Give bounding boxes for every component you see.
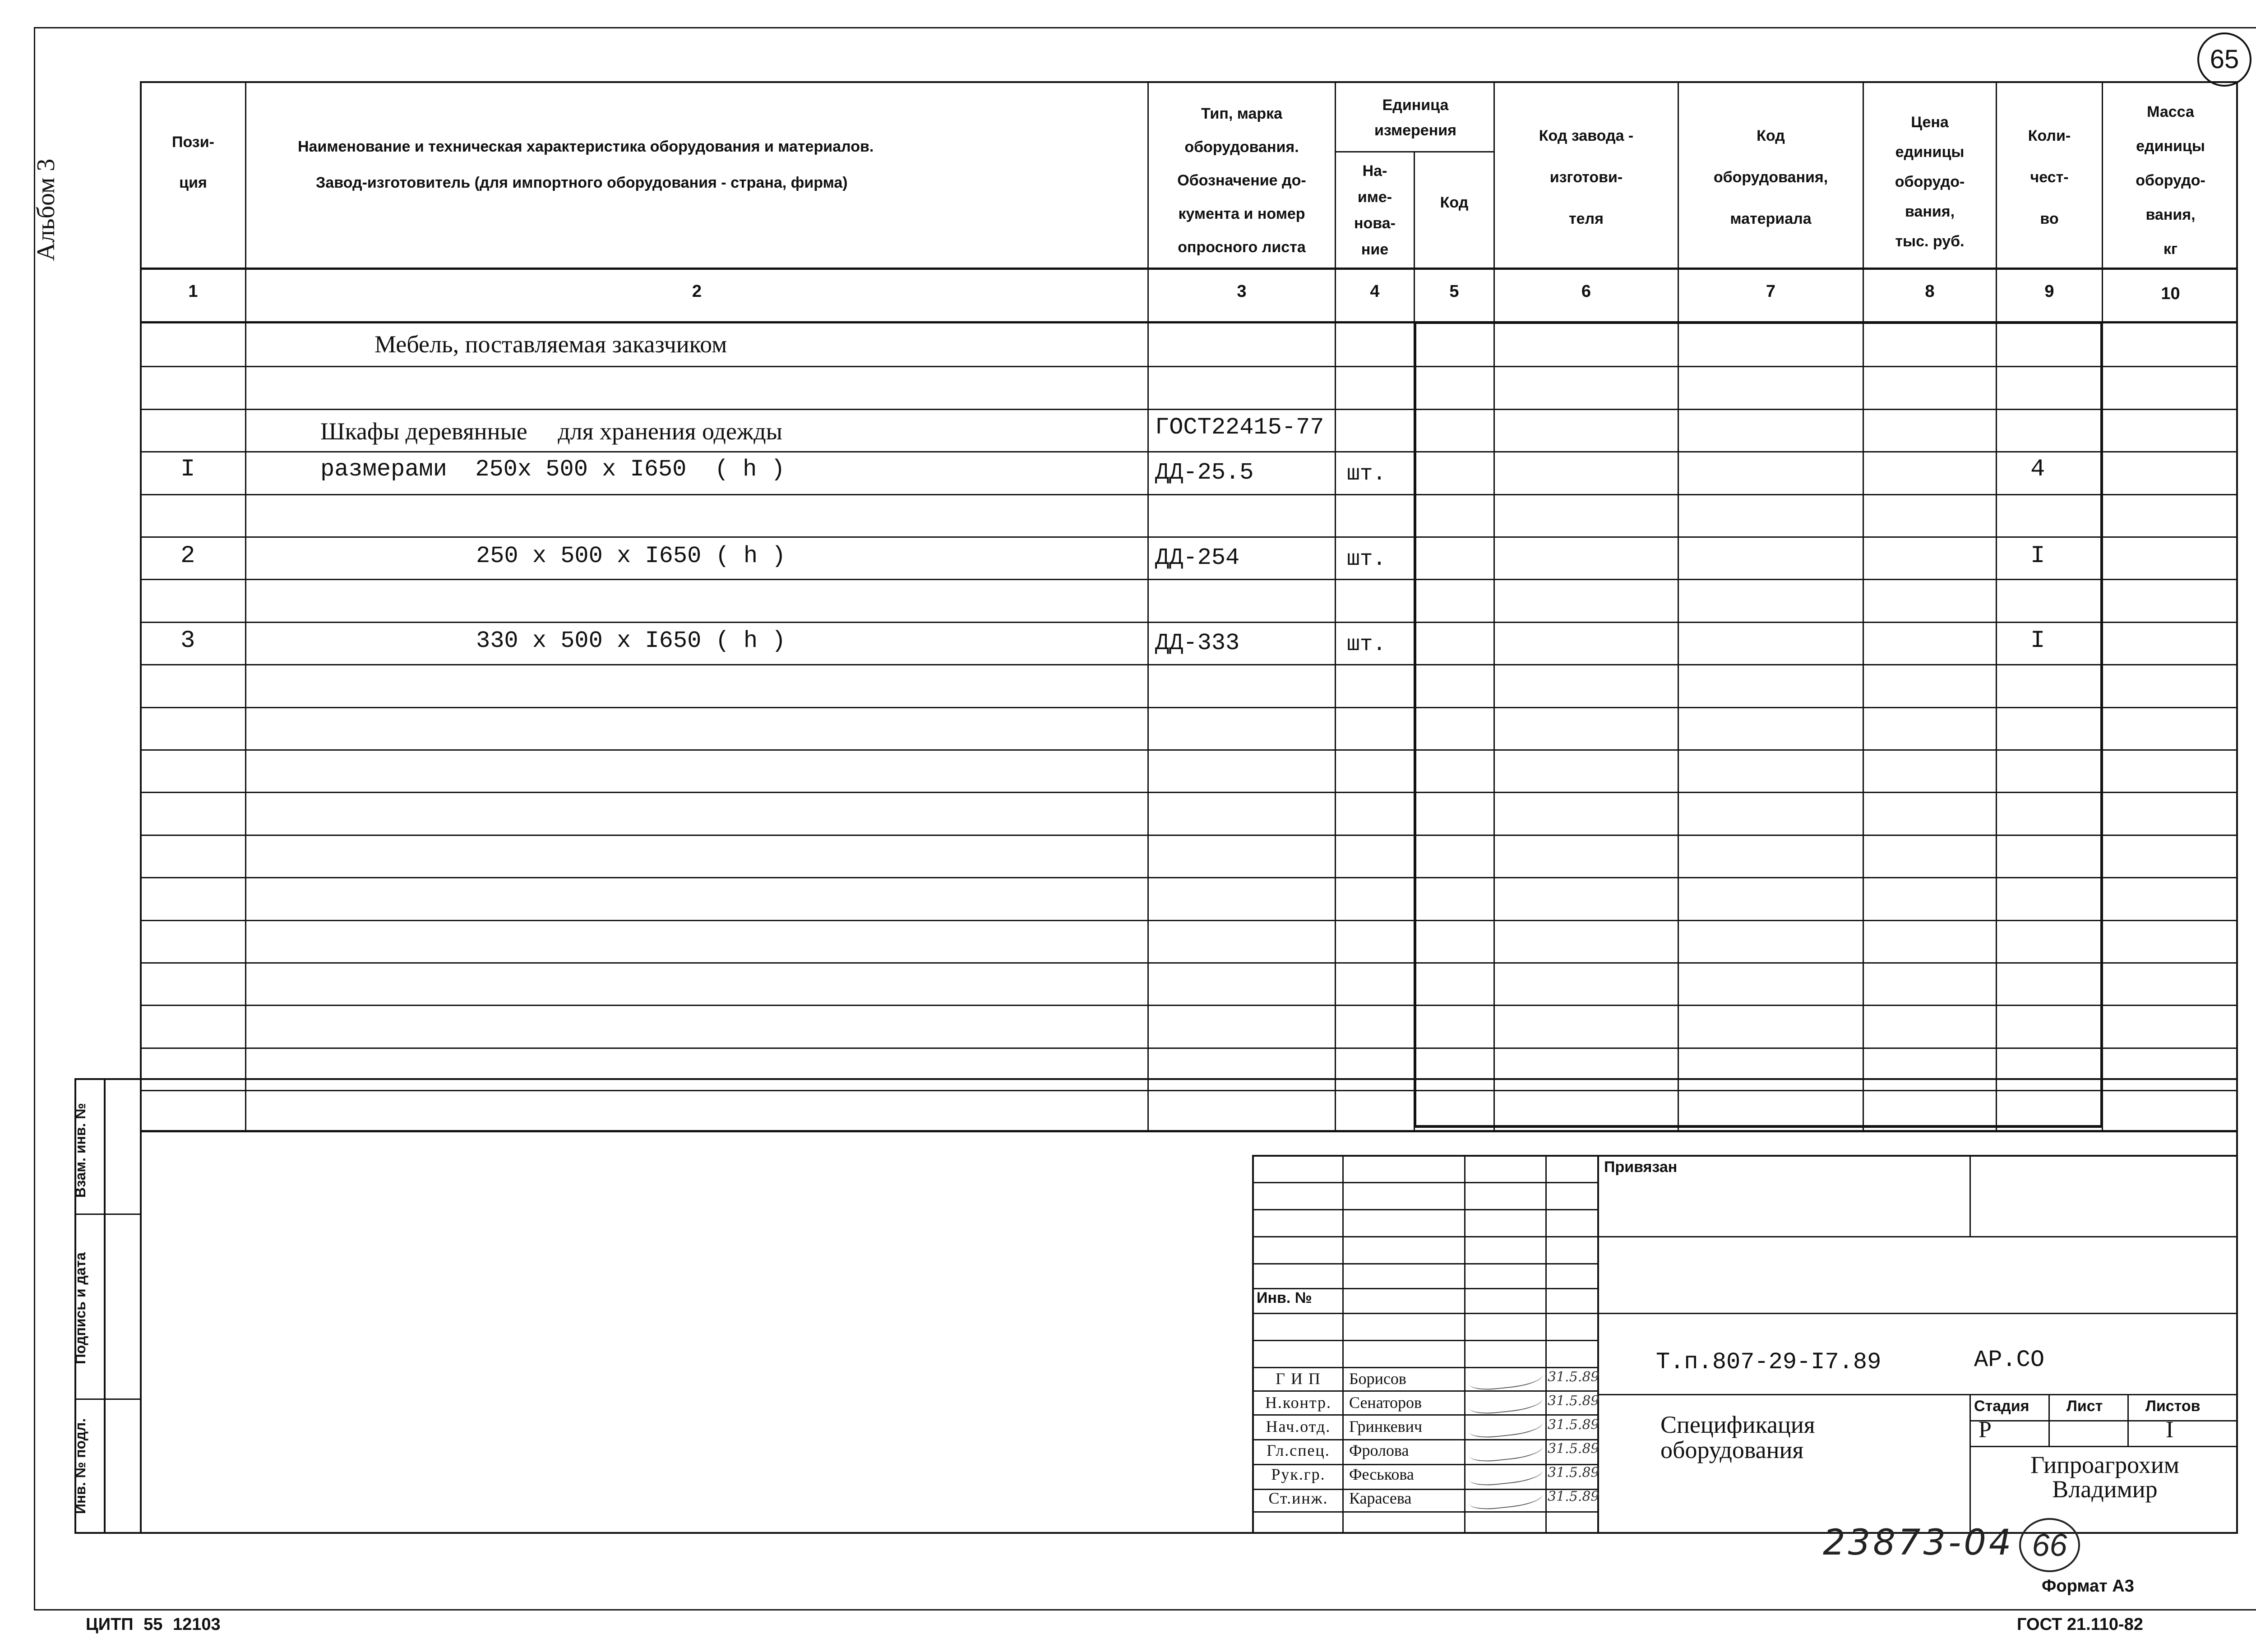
hdr-col10-l1: Масса [2147, 103, 2194, 120]
staff-role: Н.контр. [1265, 1394, 1332, 1412]
side-inv-podl: Инв. № подл. [72, 1418, 88, 1514]
row-8-type: ДД-333 [1155, 630, 1240, 656]
tb-title [1660, 1412, 1815, 1463]
hdr-col8 [1864, 107, 1996, 256]
row-8-unit: шт. [1347, 632, 1386, 657]
format-label: Формат А3 [2042, 1577, 2134, 1596]
tb-privyazan: Привязан [1604, 1158, 1678, 1176]
tb-sheets: I [2166, 1417, 2174, 1443]
hdr-col5 [1415, 194, 1493, 212]
row-6-unit: шт. [1347, 547, 1386, 572]
row-line [140, 366, 2238, 367]
staff-name: Фролова [1349, 1441, 1409, 1459]
hdr-col2-l1: Наименование и техническая характеристика оборудования и материалов. [298, 138, 874, 155]
hdr-col3-l5: опросного листа [1178, 239, 1306, 256]
colnum-9: 9 [2044, 282, 2054, 301]
tb-title-l2: оборудования [1660, 1436, 1804, 1463]
tb-right-h1 [1597, 1236, 2238, 1237]
hdr-col10-l3: оборудо- [2136, 172, 2205, 189]
hdr-col6-l3: теля [1569, 210, 1604, 227]
side-stamp-divider [104, 1078, 106, 1534]
bold-area-cols-5-9 [1414, 321, 2103, 1128]
title-block-grid-line [1252, 1511, 1599, 1513]
row-3-type: ГОСТ22415-77 [1155, 414, 1324, 441]
tb-stage-header: Стадия [1974, 1398, 2029, 1415]
colnum-1: 1 [188, 282, 198, 301]
hdr-col8-l1: Цена [1911, 114, 1949, 131]
hdr-col4 [1336, 158, 1414, 263]
staff-name: Борисов [1349, 1370, 1406, 1388]
hdr-col5-l1: Код [1440, 194, 1469, 211]
row-line [140, 536, 2238, 538]
row-line [140, 579, 2238, 580]
tb-stage-v1 [2048, 1394, 2050, 1446]
row-8-name: 330 х 500 х I650 ( h ) [476, 628, 786, 654]
staff-role: Рук.гр. [1271, 1465, 1326, 1483]
hdr-unit-l2: измерения [1374, 122, 1456, 139]
staff-date: 31.5.89 [1548, 1465, 1600, 1481]
hdr-col10 [2103, 95, 2238, 266]
hdr-col3-l2: оборудования. [1184, 138, 1299, 156]
colnum-10: 10 [2161, 284, 2180, 303]
hdr-col6 [1495, 115, 1678, 240]
staff-date: 31.5.89 [1548, 1369, 1600, 1385]
staff-role: Нач.отд. [1266, 1417, 1331, 1435]
handwritten-number: 23873-04 [1823, 1523, 2014, 1563]
tb-org [1972, 1453, 2238, 1501]
hdr-col8-l2: единицы [1895, 143, 1965, 161]
title-block-grid-line [1252, 1414, 1599, 1416]
row-line [140, 707, 2238, 708]
row-4-unit: шт. [1347, 462, 1386, 486]
header-bottom-line [140, 268, 2238, 270]
row-1-name: Мебель, поставляемая заказчиком [374, 331, 727, 358]
title-block-grid-line [1252, 1313, 1599, 1314]
hdr-col9-l1: Коли- [2028, 127, 2071, 144]
hdr-col3-l1: Тип, марка [1201, 105, 1283, 122]
row-4-type: ДД-25.5 [1155, 459, 1254, 486]
title-block-grid-line [1252, 1439, 1599, 1440]
row-line [140, 622, 2238, 623]
hdr-col4-l4: ние [1361, 241, 1389, 258]
title-block-grid-line [1252, 1236, 1599, 1237]
staff-role: Гл.спец. [1267, 1441, 1330, 1459]
title-block-grid-line [1252, 1263, 1599, 1264]
tb-title-l1: Спецификация [1660, 1411, 1815, 1438]
hdr-col2 [248, 131, 1146, 203]
hdr-col1 [141, 122, 245, 203]
hdr-col10-l2: единицы [2136, 138, 2205, 155]
side-stamp-line-1 [74, 1214, 141, 1215]
title-block-grid-line [1252, 1182, 1599, 1183]
row-line [140, 835, 2238, 836]
row-line [140, 1005, 2238, 1006]
row-6-type: ДД-254 [1155, 545, 1240, 571]
title-block-grid-line [1252, 1340, 1599, 1341]
tb-v2 [1464, 1155, 1465, 1534]
colnum-5: 5 [1449, 282, 1459, 301]
colnum-6: 6 [1581, 282, 1591, 301]
row-line [140, 749, 2238, 751]
staff-date: 31.5.89 [1548, 1393, 1600, 1409]
hdr-col9 [1997, 115, 2102, 240]
sheet-number: 65 [2210, 45, 2239, 74]
title-block-grid-line [1252, 1367, 1599, 1368]
colnum-2: 2 [692, 282, 702, 301]
footer-right: ГОСТ 21.110-82 [2017, 1615, 2143, 1634]
row-line [140, 962, 2238, 964]
side-podpis-data: Подпись и дата [72, 1252, 88, 1364]
side-vzam-inv: Взам. инв. № [72, 1103, 88, 1198]
hdr-col4-l3: нова- [1354, 215, 1396, 232]
footer-left: ЦИТП 55 12103 [86, 1615, 221, 1634]
tb-stage-h1 [1969, 1420, 2238, 1421]
sheet-number-circle [2197, 32, 2251, 87]
hdr-unit-l1: Единица [1382, 97, 1449, 114]
hdr-col4-l1: На- [1362, 162, 1387, 180]
staff-date: 31.5.89 [1548, 1417, 1600, 1433]
tb-mark: АР.СО [1974, 1347, 2045, 1373]
staff-role: Ст.инж. [1268, 1489, 1328, 1507]
row-6-name: 250 х 500 х I650 ( h ) [476, 543, 786, 569]
row-line [140, 877, 2238, 878]
hdr-col7-l1: Код [1757, 127, 1785, 144]
row-line [140, 792, 2238, 793]
hdr-col1-l1: Пози- [172, 134, 214, 151]
hdr-unit-group [1336, 92, 1495, 143]
staff-name: Феськова [1349, 1465, 1414, 1483]
tb-stage-h2 [1969, 1446, 2238, 1447]
hdr-col3 [1149, 97, 1335, 264]
title-block-grid-line [1252, 1390, 1599, 1392]
table-bottom-line [140, 1130, 2238, 1132]
row-8-pos: 3 [180, 627, 195, 655]
row-8-qty: I [2030, 627, 2045, 655]
hdr-col8-l3: оборудо- [1895, 173, 1965, 190]
tb-sheets-header: Листов [2145, 1398, 2201, 1415]
album-label: Альбом 3 [32, 158, 60, 261]
col-line-1 [245, 81, 246, 1132]
staff-name: Карасева [1349, 1489, 1412, 1507]
row-line [140, 494, 2238, 495]
row-3-name: Шкафы деревянные для хранения одежды [320, 418, 782, 445]
row-4-qty: 4 [2030, 456, 2045, 483]
staff-date: 31.5.89 [1548, 1441, 1600, 1457]
hdr-col6-l2: изготови- [1549, 169, 1623, 186]
row-4-name: размерами 250х 500 х I650 ( h ) [320, 456, 785, 483]
side-stamp-right [140, 1078, 142, 1534]
staff-role: Г И П [1276, 1370, 1321, 1388]
row-4-pos: I [180, 456, 195, 483]
colnum-4: 4 [1370, 282, 1380, 301]
staff-date: 31.5.89 [1548, 1489, 1600, 1504]
tb-inv-no: Инв. № [1257, 1289, 1312, 1306]
tb-doc-code: Т.п.807-29-I7.89 [1656, 1349, 1882, 1375]
colnum-8: 8 [1925, 282, 1935, 301]
tb-v1 [1342, 1155, 1344, 1534]
hdr-col1-l2: ция [179, 174, 207, 191]
tb-stage: Р [1979, 1417, 1992, 1443]
tb-org-l2: Владимир [2052, 1476, 2158, 1503]
staff-name: Сенаторов [1349, 1394, 1422, 1412]
handwritten-circle [2019, 1518, 2080, 1572]
hdr-col8-l5: тыс. руб. [1895, 233, 1965, 250]
tb-v3 [1545, 1155, 1547, 1534]
tb-right-h3 [1597, 1394, 2238, 1395]
hdr-col10-l5: кг [2163, 240, 2178, 258]
staff-name: Гринкевич [1349, 1417, 1423, 1435]
hdr-col10-l4: вания, [2145, 206, 2196, 223]
colnum-7: 7 [1766, 282, 1776, 301]
hdr-col3-l3: Обозначение до- [1177, 172, 1306, 189]
tb-right-v1 [1969, 1155, 1971, 1236]
tb-right-v2 [1969, 1394, 1971, 1534]
tb-stage-v2 [2127, 1394, 2129, 1446]
hdr-col6-l1: Код завода - [1539, 127, 1634, 144]
tb-sheet-header: Лист [2066, 1398, 2103, 1415]
handwritten-circled-number: 66 [2032, 1527, 2067, 1563]
hdr-col9-l3: во [2040, 210, 2059, 227]
hdr-col9-l2: чест- [2030, 169, 2069, 186]
hdr-col3-l4: кумента и номер [1178, 205, 1305, 222]
row-line [140, 664, 2238, 665]
row-line [140, 920, 2238, 921]
row-line [140, 1047, 2238, 1049]
tb-right-h2 [1597, 1313, 2238, 1314]
hdr-col7-l3: материала [1730, 210, 1812, 227]
row-6-qty: I [2030, 542, 2045, 570]
hdr-col2-l2: Завод-изготовитель (для импортного оборудования - страна, фирма) [316, 174, 848, 191]
row-6-pos: 2 [180, 542, 195, 570]
hdr-col7 [1679, 115, 1863, 240]
hdr-col8-l4: вания, [1905, 203, 1955, 220]
colnum-3: 3 [1237, 282, 1247, 301]
title-block-grid-line [1252, 1209, 1599, 1210]
tb-org-l1: Гипроагрохим [2030, 1451, 2179, 1478]
hdr-col4-l2: име- [1357, 189, 1392, 206]
hdr-col7-l2: оборудования, [1713, 169, 1828, 186]
